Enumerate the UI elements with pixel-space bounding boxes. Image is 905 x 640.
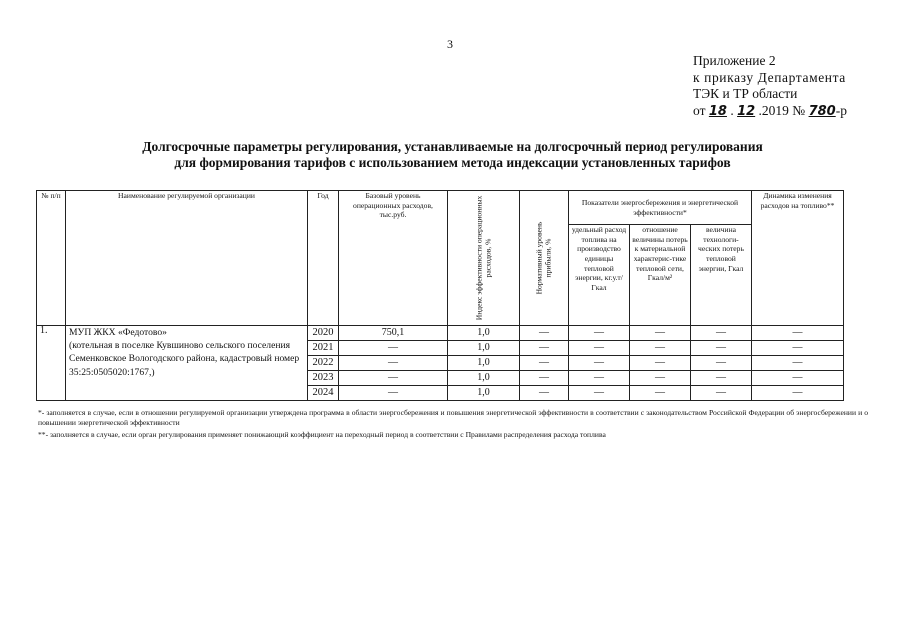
date-year: .2019 № xyxy=(758,102,806,118)
header-losses: величина технологи-ческих потерь тепловой энергии, Гкал xyxy=(691,225,752,326)
header-fuel: удельный расход топлива на производство единицы тепловой энергии, кг.у.т/Гкал xyxy=(569,225,630,326)
year-cell: 2022 xyxy=(308,356,339,371)
losses-cell: — xyxy=(691,371,752,386)
year-cell: 2020 xyxy=(308,326,339,341)
year-cell: 2024 xyxy=(308,386,339,401)
header-num: № п/п xyxy=(37,191,66,326)
index-cell: 1,0 xyxy=(448,386,520,401)
title-line-1: Долгосрочные параметры регулирования, устанавливаемые на долгосрочный период регулирования xyxy=(142,139,763,154)
dynamics-cell: — xyxy=(752,371,844,386)
header-dynamics: Динамика изменения расходов на топливо** xyxy=(752,191,844,326)
index-cell: 1,0 xyxy=(448,371,520,386)
row-num: 1. xyxy=(37,326,66,401)
footnotes xyxy=(38,408,868,442)
page-number: 3 xyxy=(447,37,453,51)
base-cell: — xyxy=(339,386,448,401)
ratio-cell: — xyxy=(630,371,691,386)
footnote-2: **- заполняется в случае, если орган регулирования применяет понижающий коэффициент на переходный период в соответствии с Правилами распределения расхода топлива xyxy=(38,430,606,439)
losses-cell: — xyxy=(691,341,752,356)
header-index: Индекс эффективности операционных расходов, % xyxy=(474,195,493,321)
base-cell: 750,1 xyxy=(339,326,448,341)
fuel-cell: — xyxy=(569,356,630,371)
table-row xyxy=(37,326,844,341)
header-row-1 xyxy=(37,191,844,225)
appendix-title: Приложение 2 xyxy=(693,53,776,68)
header-profit-cell xyxy=(520,191,569,326)
appendix-block xyxy=(693,53,847,120)
profit-cell: — xyxy=(520,341,569,356)
base-cell: — xyxy=(339,341,448,356)
profit-cell: — xyxy=(520,326,569,341)
profit-cell: — xyxy=(520,386,569,401)
title-line-2: для формирования тарифов с использованием метода индексации установленных тарифов xyxy=(174,155,731,170)
year-cell: 2021 xyxy=(308,341,339,356)
footnote-1: *- заполняется в случае, если в отношении регулируемой организации утверждена программа в области энергосбережения и повышения энергетической эффективности в соответствии с законодательством Российской Федерации об энергосбережении и о повышении энергетической эффективности xyxy=(38,408,868,427)
fuel-cell: — xyxy=(569,371,630,386)
dynamics-cell: — xyxy=(752,356,844,371)
header-profit: Нормативный уровень прибыли, % xyxy=(534,221,553,295)
ratio-cell: — xyxy=(630,326,691,341)
losses-cell: — xyxy=(691,386,752,401)
index-cell: 1,0 xyxy=(448,326,520,341)
handwritten-month: 12 xyxy=(737,103,756,119)
header-base: Базовый уровень операционных расходов, тыс.руб. xyxy=(339,191,448,326)
dynamics-cell: — xyxy=(752,386,844,401)
document-title xyxy=(0,139,905,171)
base-cell: — xyxy=(339,371,448,386)
dynamics-cell: — xyxy=(752,326,844,341)
index-cell: 1,0 xyxy=(448,341,520,356)
appendix-date-line xyxy=(693,103,847,121)
profit-cell: — xyxy=(520,371,569,386)
header-org: Наименование регулируемой организации xyxy=(66,191,308,326)
org-name: МУП ЖКХ «Федотово» xyxy=(69,327,167,338)
appendix-order-ref: к приказу Департамента xyxy=(693,69,846,85)
header-ratio: отношение величины потерь к материальной характерис-тике тепловой сети, Гкал/м² xyxy=(630,225,691,326)
profit-cell: — xyxy=(520,356,569,371)
ratio-cell: — xyxy=(630,341,691,356)
losses-cell: — xyxy=(691,356,752,371)
fuel-cell: — xyxy=(569,326,630,341)
header-year: Год xyxy=(308,191,339,326)
date-prefix: от xyxy=(693,102,706,118)
year-cell: 2023 xyxy=(308,371,339,386)
handwritten-day: 18 xyxy=(708,103,727,119)
ratio-cell: — xyxy=(630,386,691,401)
base-cell: — xyxy=(339,356,448,371)
ratio-cell: — xyxy=(630,356,691,371)
losses-cell: — xyxy=(691,326,752,341)
org-detail: (котельная в поселке Кувшиново сельского поселения Семенковское Вологодского района, кадастровый номер 35:25:0505020:1767,) xyxy=(69,340,300,378)
fuel-cell: — xyxy=(569,386,630,401)
appendix-department: ТЭК и ТР области xyxy=(693,86,798,101)
dynamics-cell: — xyxy=(752,341,844,356)
fuel-cell: — xyxy=(569,341,630,356)
parameters-table xyxy=(36,190,844,401)
order-suffix: -р xyxy=(835,102,847,118)
index-cell: 1,0 xyxy=(448,356,520,371)
header-energy-group: Показатели энергосбережения и энергетической эффективности* xyxy=(569,191,752,225)
org-cell xyxy=(66,326,308,401)
header-index-cell xyxy=(448,191,520,326)
date-separator: . xyxy=(730,102,734,118)
handwritten-order-number: 780 xyxy=(808,103,836,119)
